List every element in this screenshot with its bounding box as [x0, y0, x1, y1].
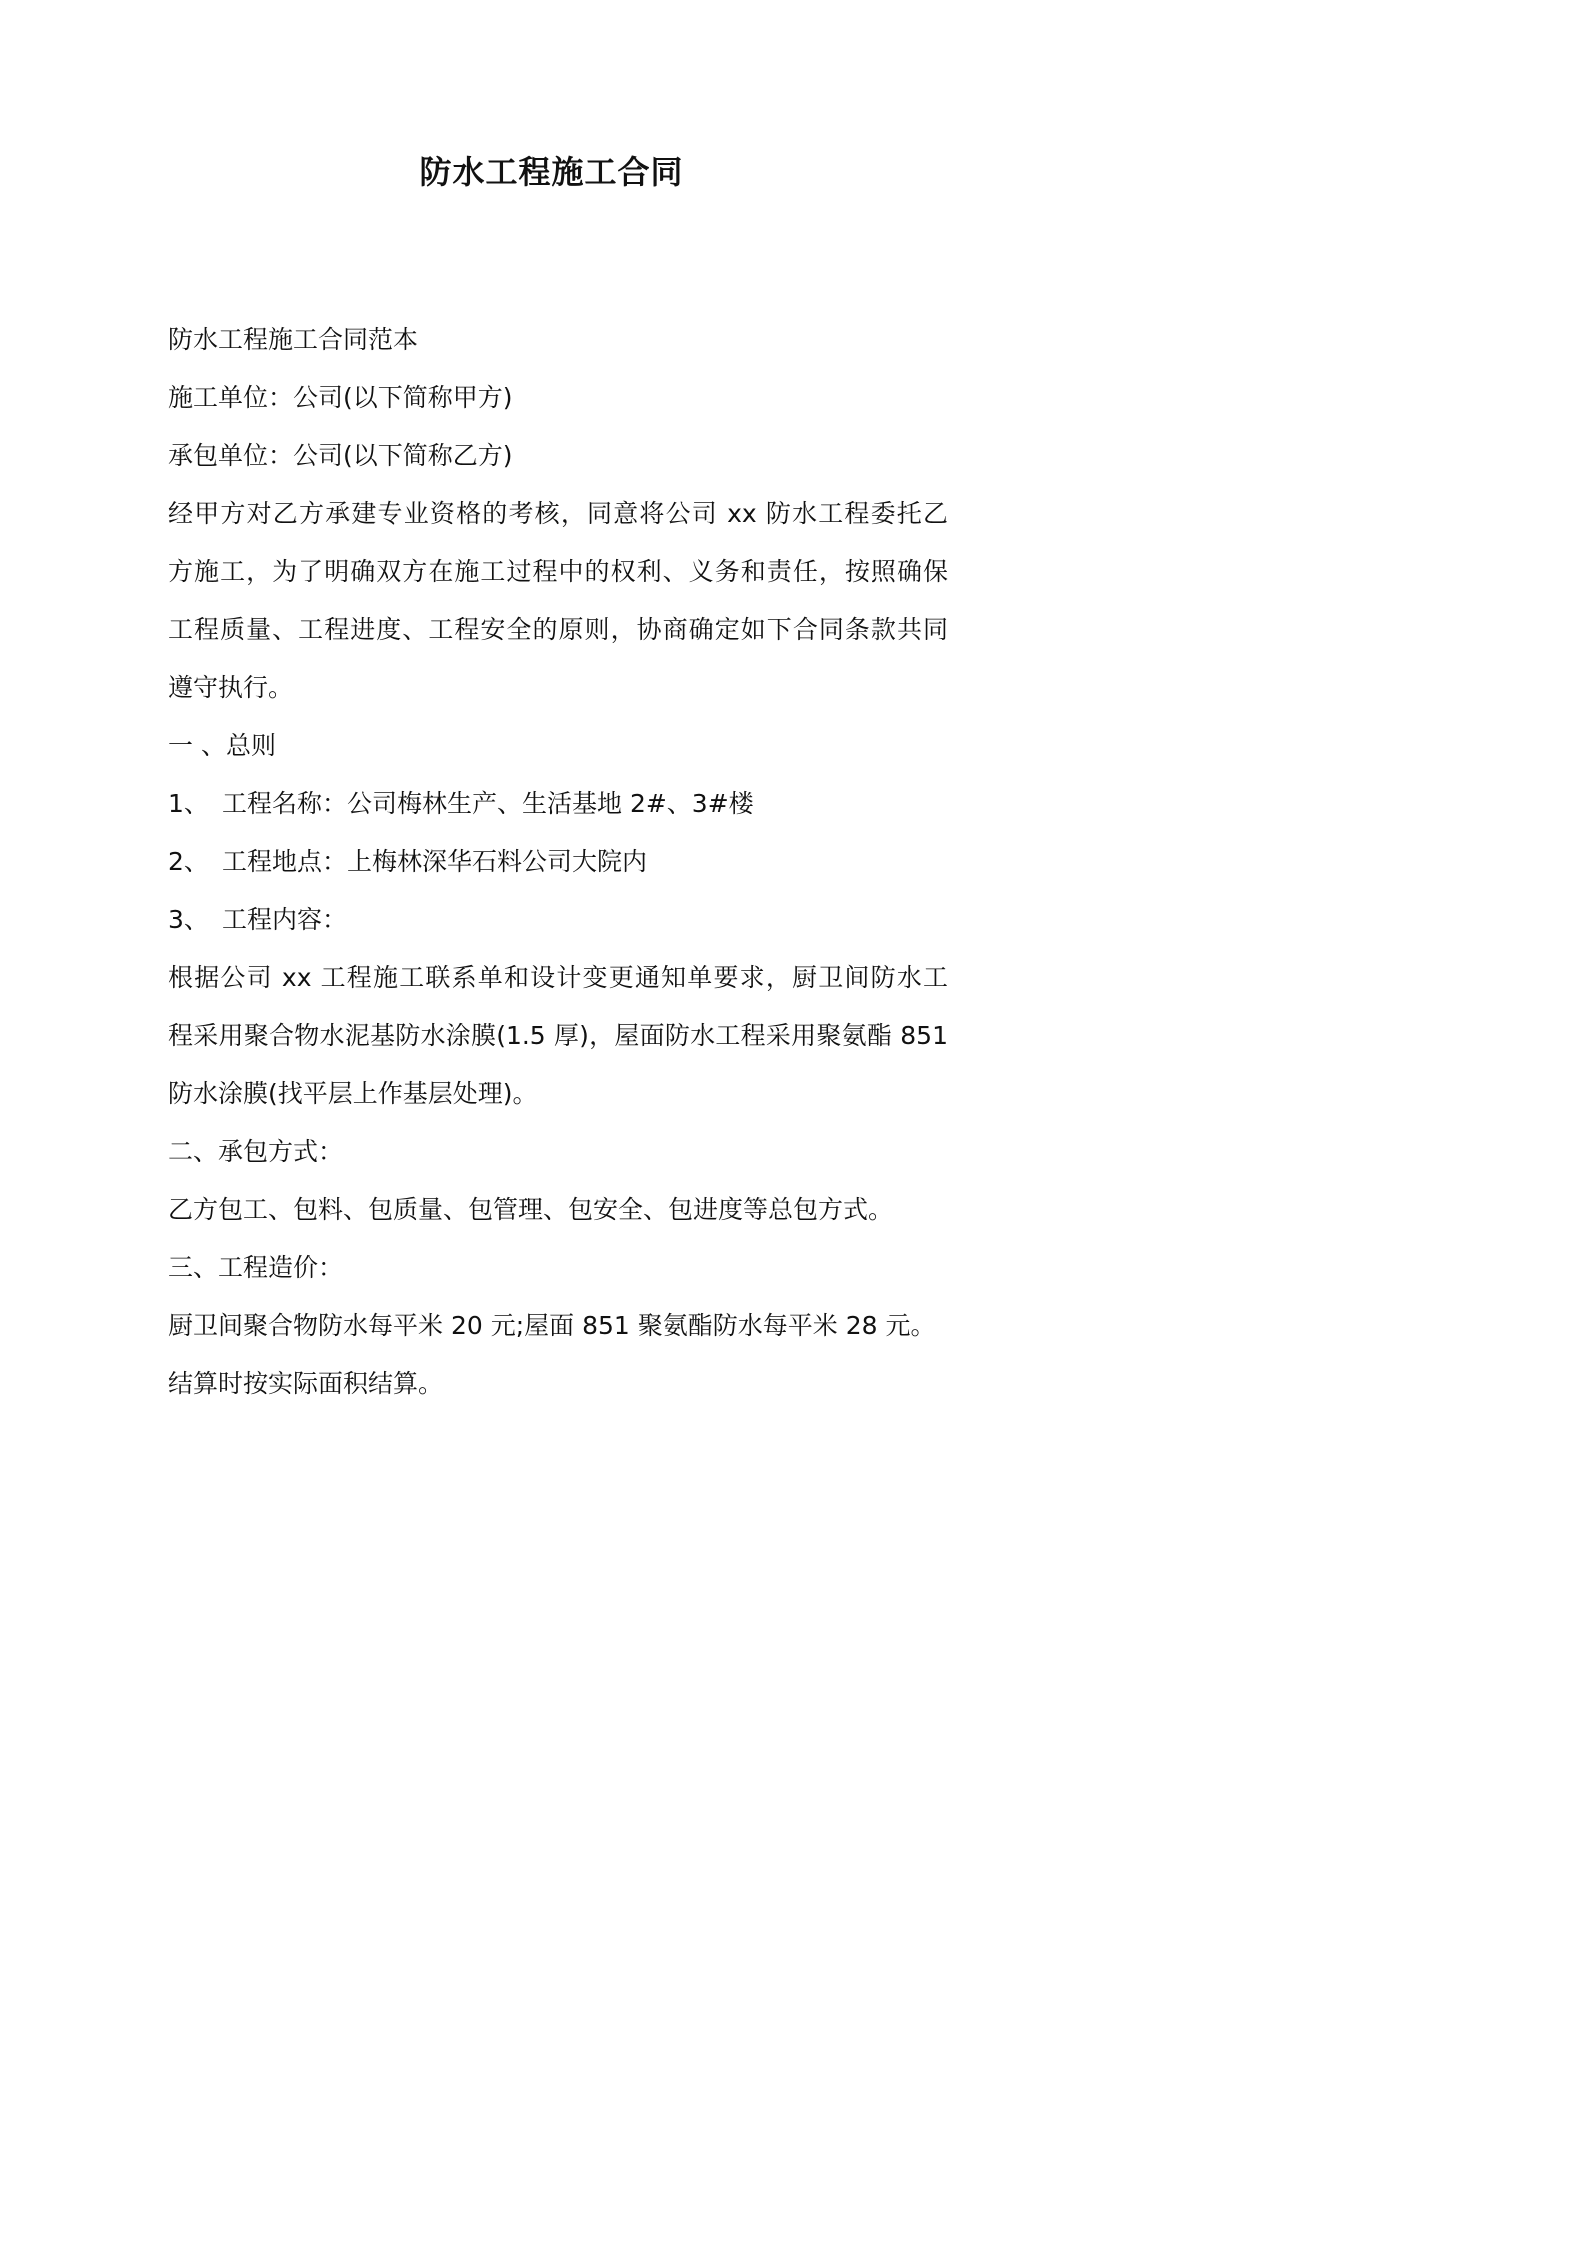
section-3-line: 结算时按实际面积结算。 — [168, 1369, 444, 1398]
item-number: 3、 — [168, 905, 209, 934]
item-number: 1、 — [168, 789, 209, 818]
document-title: 防水工程施工合同 — [419, 153, 684, 191]
intro-line: 工程质量、工程进度、工程安全的原则，协商确定如下合同条款共同 — [168, 615, 948, 644]
work-content-line: 防水涂膜(找平层上作基层处理)。 — [168, 1079, 538, 1108]
section-2-text: 乙方包工、包料、包质量、包管理、包安全、包进度等总包方式。 — [168, 1195, 894, 1224]
section-1-heading: 一 、总则 — [168, 731, 276, 760]
item-number: 2、 — [168, 847, 209, 876]
item-text: 工程内容： — [222, 905, 348, 934]
document-subtitle: 防水工程施工合同范本 — [168, 325, 419, 354]
section-1-item — [168, 891, 948, 949]
intro-line: 方施工，为了明确双方在施工过程中的权利、义务和责任，按照确保 — [168, 557, 948, 586]
item-text: 工程地点：上梅林深华石料公司大院内 — [222, 847, 648, 876]
document-body — [168, 311, 948, 1413]
item-text: 工程名称：公司梅林生产、生活基地 2#、3#楼 — [222, 789, 754, 818]
work-content-line: 根据公司 xx 工程施工联系单和设计变更通知单要求，厨卫间防水工 — [168, 963, 948, 992]
intro-line: 遵守执行。 — [168, 673, 294, 702]
work-content-line: 程采用聚合物水泥基防水涂膜(1.5 厚)，屋面防水工程采用聚氨酯 851 — [168, 1021, 948, 1050]
section-2-heading: 二、承包方式： — [168, 1137, 344, 1166]
construction-unit-line: 施工单位：公司(以下简称甲方) — [168, 383, 513, 412]
section-1-item — [168, 775, 948, 833]
intro-line: 经甲方对乙方承建专业资格的考核，同意将公司 xx 防水工程委托乙 — [168, 499, 948, 528]
section-3-line: 厨卫间聚合物防水每平米 20 元;屋面 851 聚氨酯防水每平米 28 元。 — [168, 1311, 936, 1340]
work-content-paragraph — [168, 949, 948, 1123]
intro-paragraph — [168, 485, 948, 717]
contractor-unit-line: 承包单位：公司(以下简称乙方) — [168, 441, 513, 470]
section-3-heading: 三、工程造价： — [168, 1253, 344, 1282]
document-page — [0, 0, 1103, 1560]
section-1-item — [168, 833, 948, 891]
